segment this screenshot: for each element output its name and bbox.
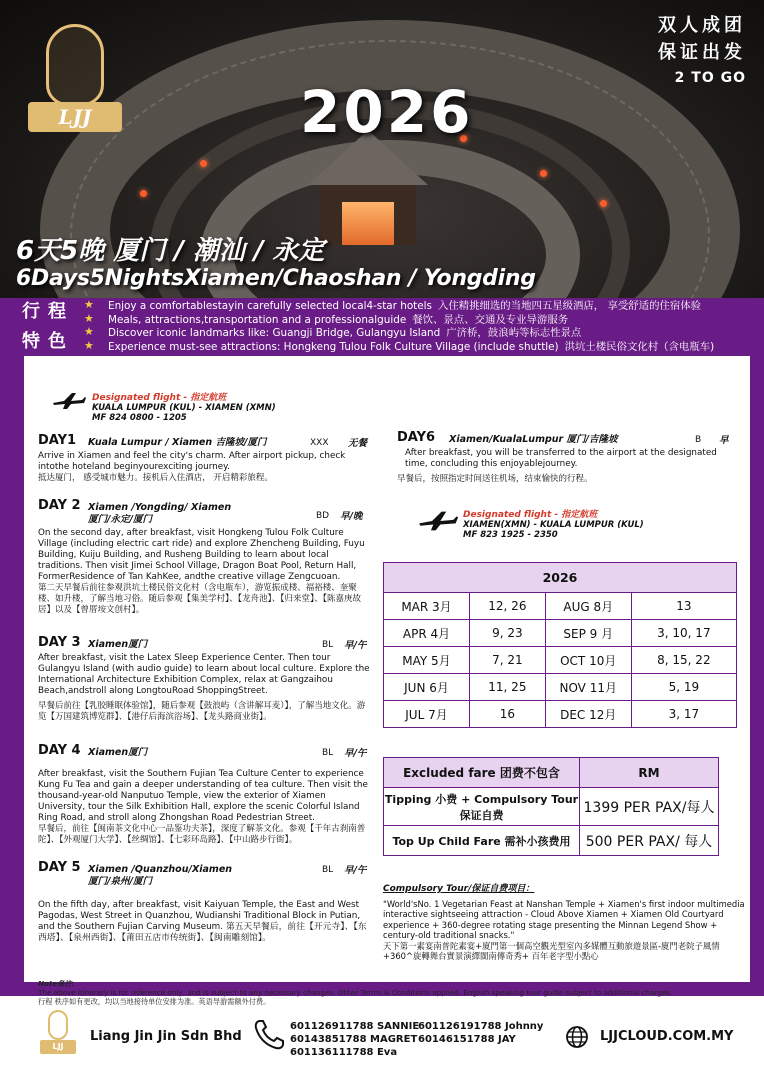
- table-row: JUN 6月 11, 25 NOV 11月 5, 19: [384, 674, 737, 701]
- company-name: Liang Jin Jin Sdn Bhd: [90, 1029, 242, 1044]
- day-meal-cn: 早/午: [344, 640, 367, 651]
- year-title: 2026: [300, 78, 474, 146]
- globe-icon: [565, 1025, 589, 1049]
- day-desc: After breakfast, visit the Latex Sleep Experience Center. Then tour Gulangyu Island (with audio guide) to learn about local culture. Explore the International Architecture Exhibition Complex, relax at Gangzaihou Beach,andstroll along LongtouRoad ShoppingStreet.: [38, 653, 370, 696]
- day-desc-cn: 早餐后，按照指定时间送往机场，结束愉快的行程。: [397, 474, 593, 484]
- note-line: The above itinerary is for reference only, and is subject to any necessary changes. Other Terms & Conditions applied. English speaking tour guide subject to additional charges.: [38, 988, 673, 997]
- flight-tag: Designated flight - 指定航班: [463, 510, 598, 520]
- contact-phone[interactable]: 601126191788 Johnny: [418, 1021, 544, 1032]
- day-4: [38, 745, 370, 846]
- phone-icon: [252, 1018, 286, 1052]
- day-meal-cn: 无餐: [348, 438, 368, 449]
- table-row: Tipping 小费 + Compulsory Tour 保证自费 1399 PER PAX/每人: [384, 788, 719, 826]
- day-desc: On the second day, after breakfast, visit Hongkeng Tulou Folk Culture Village (including electric cart ride) and explore Zhencheng Building, Fuyu Building, Kuiju Building, and Rusheng Building to learn about local traditions. Then visit Jimei School Village, Dragon Boat Pool, Return Hall, FormerResidence of Tan KahKee, andthe creative village Zengcuoan.: [38, 528, 365, 582]
- day-meal: B: [695, 435, 702, 445]
- footer-logo: LJJ: [40, 1010, 76, 1056]
- day-meal-cn: 早/午: [344, 748, 367, 759]
- day-desc-cn: 抵达厦门， 感受城市魅力。接机后入住酒店， 开启精彩旅程。: [38, 473, 273, 483]
- contact-phone[interactable]: 60143851788 MAGRET: [290, 1034, 418, 1045]
- table-row: APR 4月 9, 23 SEP 9 月 3, 10, 17: [384, 620, 737, 647]
- dates-header: 2026: [384, 563, 737, 593]
- flight-back: [418, 506, 718, 546]
- highlights-list: [108, 300, 714, 354]
- lantern-icon: [200, 160, 207, 167]
- compulsory-desc: "World'sNo. 1 Vegetarian Feast at Nanshan Temple + Xiamen's first indoor multimedia interactive sightseeing attraction - Cloud Above Xiamen + Xiamen Old Courtyard experience + 360-degree rotating stage presenting the Minnan Legend Show + century-old traditional snacks.": [383, 898, 745, 940]
- day-meal-cn: 早/晚: [340, 511, 363, 522]
- logo-portrait-icon: [46, 24, 104, 106]
- table-row: JUL 7月 16 DEC 12月 3, 17: [384, 701, 737, 728]
- day-desc: After breakfast, you will be transferred to the airport at the designated time, concluding this enjoyablejourney.: [405, 448, 717, 469]
- day-number: DAY6: [397, 430, 436, 445]
- airplane-icon: [418, 510, 458, 532]
- table-row: Top Up Child Fare 需补小孩费用 500 PER PAX/ 每人: [384, 826, 719, 856]
- promo-line-3: 2 TO GO: [674, 70, 746, 86]
- logo-text: LJJ: [28, 102, 122, 132]
- flight-number: MF 824 0800 - 1205: [92, 413, 187, 423]
- compulsory-tour: [383, 884, 747, 962]
- contact-phone[interactable]: 60146151788 JAY: [418, 1034, 516, 1045]
- day-meal: BL: [322, 640, 334, 650]
- day-route: Kuala Lumpur / Xiamen 吉隆坡/厦门: [88, 437, 267, 448]
- day-1: [38, 435, 370, 484]
- day-5: [38, 862, 370, 944]
- note-line-cn: 行程 秩序如有更改，均以当地接待单位安排为准。英语导游需额外付费。: [38, 997, 271, 1006]
- lantern-icon: [600, 200, 607, 207]
- day-route: Xiamen厦门: [88, 639, 148, 650]
- highlight-item: Meals, attractions,transportation and a professionalguide 餐饮、景点、交通及专业导游服务: [108, 313, 569, 326]
- contact-phone[interactable]: 601136111788 Eva: [290, 1047, 398, 1058]
- footer: [0, 1006, 764, 1080]
- flight-tag: Designated flight - 指定航班: [92, 393, 227, 403]
- promo-line-2: 保证出发: [658, 42, 746, 63]
- tour-title-cn: 6天5晚 厦门 / 潮汕 / 永定: [16, 236, 325, 266]
- tour-title-en: 6Days5NightsXiamen/Chaoshan / Yongding: [16, 266, 536, 291]
- day-route: Xiamen /Quanzhou/Xiamen 厦门/泉州/厦门: [88, 864, 233, 887]
- day-number: DAY 2: [38, 498, 81, 513]
- table-row: MAR 3月 12, 26 AUG 8月 13: [384, 593, 737, 620]
- highlight-item: Enjoy a comfortablestayin carefully selected local4-star hotels 入住精挑细选的当地四五星级酒店， 享受舒适的住宿体验: [108, 300, 702, 312]
- note-title: Note备注:: [38, 979, 75, 988]
- day-2: [38, 500, 370, 616]
- flight-number: MF 823 1925 - 2350: [463, 530, 558, 540]
- promo-badge: [658, 12, 746, 86]
- day-desc: After breakfast, visit the Southern Fujian Tea Culture Center to experience Kung Fu Tea and gain a deeper understanding of tea culture. Then visit the thousand-year-old Nanputuo Temple, view the exterior of Xiamen University, tour the Silk Exhibition Hall, explore the scenic Colorful Island Ring Road, and stroll along Zhongshan Road Pedestrian Street.: [38, 769, 368, 823]
- hero-banner: [0, 0, 764, 300]
- flight-route: XIAMEN(XMN) - KUALA LUMPUR (KUL): [463, 520, 644, 530]
- tulou-center-hall: [308, 130, 428, 250]
- flight-route: KUALA LUMPUR (KUL) - XIAMEN (XMN): [92, 403, 276, 413]
- contact-phone[interactable]: 601126911788 SANNIE: [290, 1021, 420, 1032]
- table-row: MAY 5月 7, 21 OCT 10月 8, 15, 22: [384, 647, 737, 674]
- logo-portrait-icon: [48, 1010, 68, 1040]
- day-meal: BD: [316, 511, 330, 521]
- website-link[interactable]: LJJCLOUD.COM.MY: [600, 1029, 734, 1044]
- day-number: DAY 4: [38, 743, 81, 758]
- flight-out: [52, 388, 352, 428]
- day-desc-cn: 第二天早餐后前往参观洪坑土楼民俗文化村（含电瓶车），游览振成楼、福裕楼、奎聚楼、如升楼，了解当地习俗。随后参观【集美学村】、【龙舟池】、【归来堂】、【陈嘉庚故居】以及【曾厝垵文创村】。: [38, 583, 362, 615]
- lantern-icon: [140, 190, 147, 197]
- day-number: DAY 3: [38, 635, 81, 650]
- day-number: DAY1: [38, 433, 77, 448]
- day-6: [397, 432, 735, 485]
- day-route: Xiamen /Yongding/ Xiamen 厦门/永定/厦门: [88, 502, 232, 525]
- day-desc-cn: 早餐后，前往【闽南茶文化中心一品鉴功夫茶】，深度了解茶文化。参观【千年古刹南普陀】、【外观厦门大学】、【丝绸馆】、【七彩环岛路】、【中山路步行街】。: [38, 824, 366, 845]
- fare-header-left: Excluded fare 团费不包含: [384, 758, 580, 788]
- highlights-band: [0, 298, 764, 356]
- lantern-icon: [540, 170, 547, 177]
- brand-logo: [24, 18, 124, 138]
- day-desc-cn: 早餐后前往【乳胶睡眠体验馆】，随后参观【鼓浪屿（含讲解耳麦）】，了解当地文化。游览【万国建筑博览群】、【港仔后海滨浴场】、【龙头路商业街】。: [38, 701, 366, 722]
- day-number: DAY 5: [38, 860, 81, 875]
- day-route: Xiamen/KualaLumpur 厦门/吉隆坡: [449, 434, 618, 445]
- fare-header-right: RM: [580, 758, 719, 788]
- day-meal-cn: 早/午: [344, 865, 367, 876]
- highlights-label: 行程 特色: [22, 301, 74, 352]
- compulsory-desc-cn: 天下第一素宴南普陀素宴+廈門第一個高空觀光型室內多媒體互動旅遊景區-廈門老院子風情+360^旋轉舞台實景演繹閩南傳奇秀+ 百年老字型小點心: [383, 940, 720, 961]
- day-desc: Arrive in Xiamen and feel the city's charm. After airport pickup, check intothe hoteland beginyourexciting journey.: [38, 451, 346, 472]
- note: [38, 979, 738, 1006]
- day-3: [38, 637, 370, 723]
- star-icons: ★ ★ ★ ★: [84, 298, 94, 352]
- airplane-icon: [52, 392, 86, 410]
- excluded-fare-table: [383, 757, 719, 856]
- compulsory-title: Compulsory Tour/保证自费项目：: [383, 884, 535, 894]
- day-meal: XXX: [310, 438, 329, 448]
- day-desc: On the fifth day, after breakfast, visit Kaiyuan Temple, the East and West Pagodas, West Street in Quanzhou, Wudianshi Traditional Block in Putian, and the Southern Fujian Carving Museum. 第五天早餐后，前往【开元寺】、【东西塔】、【泉州西街】、【莆田五店市传统街】、【闽南雕刻馆】。: [38, 900, 367, 943]
- highlight-item: Experience must-see attractions: Hongkeng Tulou Folk Culture Village (include shuttle) 洪坑土楼民俗文化村（含电瓶车): [108, 340, 715, 353]
- promo-line-1: 双人成团: [658, 15, 746, 36]
- day-meal: BL: [322, 748, 334, 758]
- highlight-item: Discover iconic landmarks like: Guangji Bridge, Gulangyu Island 广济桥，鼓浪屿等标志性景点: [108, 327, 582, 339]
- departure-dates-table: [383, 562, 737, 728]
- day-route: Xiamen厦门: [88, 747, 148, 758]
- day-meal-cn: 早: [719, 435, 729, 446]
- day-meal: BL: [322, 865, 334, 875]
